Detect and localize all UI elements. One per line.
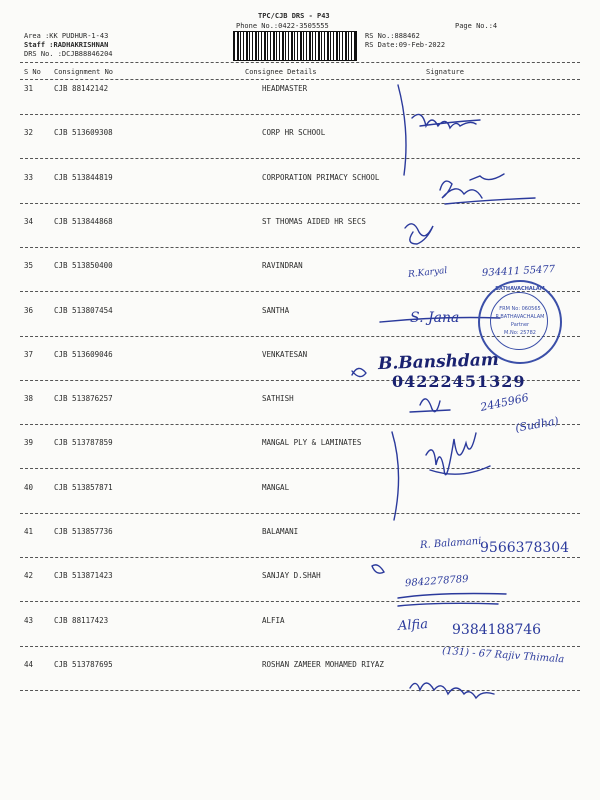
row-sno: 34 xyxy=(24,217,34,226)
handwriting-r35-name: R.Karyal xyxy=(407,265,448,281)
handwriting-r44-note: (131) - 67 Rajiv Thimala xyxy=(441,645,565,666)
row-consignment-no: CJB 88142142 xyxy=(54,84,109,93)
row-sno: 39 xyxy=(24,438,34,447)
area-label: Area :KK PUDHUR-1-43 xyxy=(24,32,109,40)
row-sno: 31 xyxy=(24,84,34,93)
row-consignment-no: CJB 513857736 xyxy=(54,527,113,536)
row-sno: 43 xyxy=(24,616,34,625)
handwriting-r37-name: B.Banshdam xyxy=(377,349,500,375)
row-consignment-no: CJB 513857871 xyxy=(54,483,113,492)
handwriting-r42-phone: 9842278789 xyxy=(404,573,469,590)
signature-row-37-scribble xyxy=(352,368,366,376)
signature-row-38 xyxy=(410,399,450,412)
row-consignee: BALAMANI xyxy=(262,527,299,536)
row-consignee: SANTHA xyxy=(262,306,290,315)
row-sno: 40 xyxy=(24,483,34,492)
row-consignment-no: CJB 513807454 xyxy=(54,306,113,315)
rs-date: RS Date:09-Feb-2022 xyxy=(365,41,446,49)
row-sno: 37 xyxy=(24,350,34,359)
signature-row-34 xyxy=(405,224,433,244)
row-consignee: ROSHAN ZAMEER MOHAMED RIYAZ xyxy=(262,660,384,669)
row-consignee: MANGAL PLY & LAMINATES xyxy=(262,438,362,447)
row-consignee: CORP HR SCHOOL xyxy=(262,128,326,137)
stamp-line2: R.BATHAVACHALAM xyxy=(495,314,545,320)
row-consignment-no: CJB 513876257 xyxy=(54,394,113,403)
signature-bracket xyxy=(398,85,406,175)
drs-number: DRS No. :DCJB88846204 xyxy=(24,50,113,58)
row-consignment-no: CJB 513609308 xyxy=(54,128,113,137)
stamp-inner-ring xyxy=(490,292,548,350)
row-consignment-no: CJB 513871423 xyxy=(54,571,113,580)
handwriting-r36-name: S. Jana xyxy=(410,310,460,326)
handwriting-r37-phone: 04222451329 xyxy=(392,372,526,391)
row-consignee: VENKATESAN xyxy=(262,350,308,359)
handwriting-r41-name: R. Balamani xyxy=(419,535,482,552)
row-sno: 38 xyxy=(24,394,34,403)
stamp-firm: BATHAVACHALAM xyxy=(495,286,545,292)
column-header-consignment: Consignment No xyxy=(54,68,114,76)
row-consignee: HEADMASTER xyxy=(262,84,308,93)
row-sno: 36 xyxy=(24,306,34,315)
stamp-line3: Partner xyxy=(510,322,530,328)
staff-label: Staff :RADHAKRISHNAN xyxy=(24,41,109,49)
signature-row-44-tamil xyxy=(410,683,494,698)
row-consignment-no: CJB 513787859 xyxy=(54,438,113,447)
handwriting-r41-phone: 9566378304 xyxy=(480,540,570,556)
row-sno: 33 xyxy=(24,173,34,182)
row-consignee: CORPORATION PRIMACY SCHOOL xyxy=(262,173,380,182)
row-sno: 41 xyxy=(24,527,34,536)
handwriting-r38-note: (Sudha) xyxy=(514,414,560,435)
phone-number: Phone No.:0422-3505555 xyxy=(236,22,329,30)
row-consignee: ALFIA xyxy=(262,616,285,625)
handwriting-r43-name: Alfia xyxy=(397,616,429,635)
signature-row-33 xyxy=(440,174,535,204)
handwriting-r43-phone: 9384188746 xyxy=(452,622,542,638)
row-sno: 32 xyxy=(24,128,34,137)
row-consignment-no: CJB 513844868 xyxy=(54,217,113,226)
page-number: Page No.:4 xyxy=(455,22,498,30)
row-sno: 42 xyxy=(24,571,34,580)
report-title: TPC/CJB DRS - P43 xyxy=(258,12,330,20)
column-header-consignee: Consignee Details xyxy=(245,68,317,76)
stamp-line4: M.No: 25782 xyxy=(504,330,536,336)
column-header-sno: S No xyxy=(24,68,41,76)
row-consignee: ST THOMAS AIDED HR SECS xyxy=(262,217,366,226)
signature-row-32 xyxy=(412,114,480,128)
stamp-line1: FRM No: 060565 xyxy=(499,306,541,312)
row-consignee: RAVINDRAN xyxy=(262,261,303,270)
column-header-signature: Signature xyxy=(426,68,464,76)
row-sno: 35 xyxy=(24,261,34,270)
row-consignment-no: CJB 88117423 xyxy=(54,616,109,625)
handwriting-r38-phone: 2445966 xyxy=(479,391,530,414)
handwriting-r35-phone: 934411 55477 xyxy=(481,264,556,279)
company-stamp xyxy=(478,280,562,364)
row-consignee: SATHISH xyxy=(262,394,294,403)
row-consignment-no: CJB 513844819 xyxy=(54,173,113,182)
row-consignee: MANGAL xyxy=(262,483,290,492)
row-consignment-no: CJB 513787695 xyxy=(54,660,113,669)
row-consignment-no: CJB 513850400 xyxy=(54,261,113,270)
signature-row-39-40 xyxy=(392,432,490,520)
row-consignee: SANJAY D.SHAH xyxy=(262,571,321,580)
rs-number: RS No.:888462 xyxy=(365,32,420,40)
row-consignment-no: CJB 513609046 xyxy=(54,350,113,359)
row-sno: 44 xyxy=(24,660,34,669)
